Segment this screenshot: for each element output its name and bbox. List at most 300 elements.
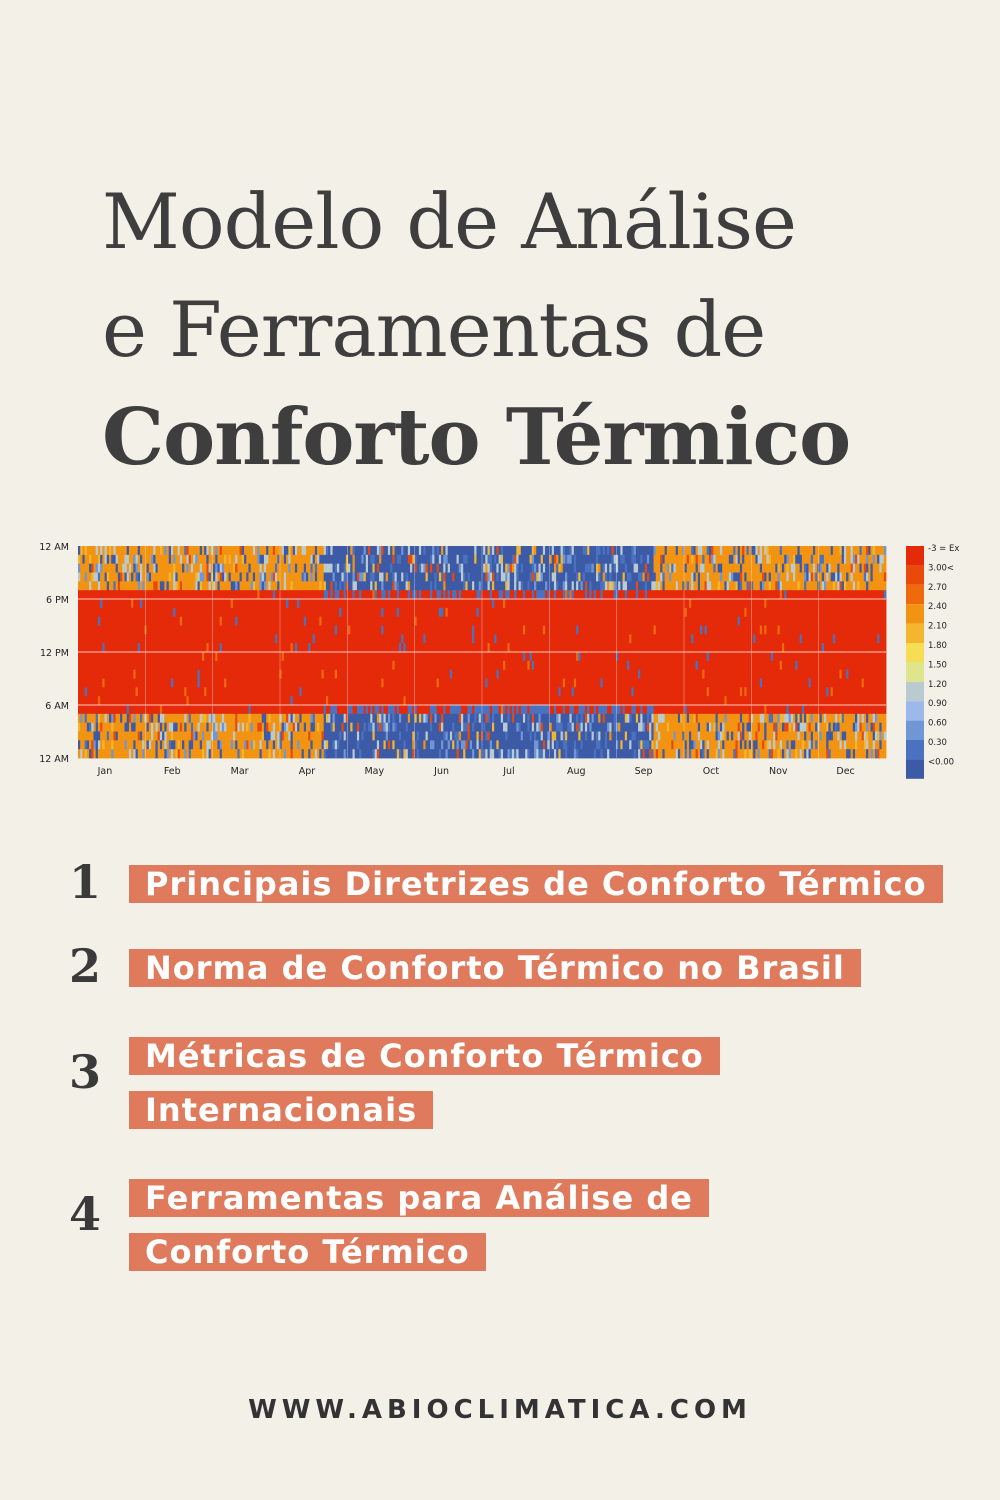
heatmap-cell [492,599,495,608]
heatmap-cell [151,740,154,749]
heatmap-cell [288,661,291,670]
heatmap-cell [271,705,274,714]
heatmap-cell [147,661,150,670]
heatmap-cell [235,652,238,661]
heatmap-cell [439,643,442,652]
heatmap-cell [253,740,256,749]
heatmap-cell [492,573,495,582]
heatmap-cell [330,679,333,688]
heatmap-cell [308,732,311,741]
heatmap-cell [379,599,382,608]
heatmap-cell [474,670,477,679]
heatmap-cell [372,564,375,573]
heatmap-cell [439,617,442,626]
heatmap-cell [211,581,214,590]
heatmap-cell [87,608,90,617]
heatmap-cell [288,555,291,564]
heatmap-cell [133,643,136,652]
heatmap-cell [313,546,316,555]
heatmap-cell [488,581,491,590]
heatmap-cell [445,617,448,626]
heatmap-cell [122,643,125,652]
heatmap-cell [175,687,178,696]
heatmap-cell [326,581,329,590]
heatmap-cell [463,608,466,617]
heatmap-cell [445,714,448,723]
heatmap-cell [206,723,209,732]
heatmap-cell [397,740,400,749]
heatmap-cell [87,555,90,564]
heatmap-cell [158,687,161,696]
heatmap-cell [319,634,322,643]
heatmap-cell [98,546,101,555]
heatmap-cell [271,670,274,679]
heatmap-cell [372,590,375,599]
heatmap-cell [224,599,227,608]
heatmap-cell [379,749,382,758]
heatmap-cell [337,617,340,626]
heatmap-cell [499,705,502,714]
heatmap-cell [350,732,353,741]
heatmap-cell [164,696,167,705]
title-line-1: Modelo de Análise [102,168,982,276]
heatmap-cell [133,670,136,679]
heatmap-cell [439,749,442,758]
heatmap-cell [326,679,329,688]
heatmap-cell [516,696,519,705]
heatmap-cell [403,740,406,749]
heatmap-cell [470,643,473,652]
heatmap-cell [499,599,502,608]
heatmap-cell [127,687,130,696]
heatmap-cell [470,590,473,599]
heatmap-cell [164,626,167,635]
heatmap-cell [499,634,502,643]
heatmap-cell [445,590,448,599]
heatmap-cell [523,626,526,635]
heatmap-cell [463,643,466,652]
heatmap-cell [295,546,298,555]
heatmap-cell [91,599,94,608]
heatmap-cell [492,670,495,679]
heatmap-cell [193,670,196,679]
heatmap-cell [390,546,393,555]
heatmap-cell [122,687,125,696]
heatmap-cell [432,705,435,714]
heatmap-cell [499,679,502,688]
heatmap-cell [319,599,322,608]
heatmap-cell [474,590,477,599]
heatmap-cell [151,652,154,661]
heatmap-cell [432,590,435,599]
heatmap-cell [403,573,406,582]
heatmap-cell [313,573,316,582]
heatmap-cell [189,590,192,599]
heatmap-cell [217,740,220,749]
heatmap-cell [229,643,232,652]
heatmap-cell [474,714,477,723]
heatmap-cell [271,652,274,661]
heatmap-cell [229,608,232,617]
heatmap-cell [386,687,389,696]
heatmap-cell [516,661,519,670]
heatmap-cell [379,705,382,714]
heatmap-cell [295,723,298,732]
heatmap-cell [344,696,347,705]
heatmap-cell [189,599,192,608]
heatmap-cell [428,573,431,582]
heatmap-cell [277,590,280,599]
heatmap-cell [368,732,371,741]
heatmap-cell [271,696,274,705]
heatmap-cell [505,679,508,688]
heatmap-cell [463,661,466,670]
heatmap-cell [428,608,431,617]
heatmap-cell [432,643,435,652]
heatmap-cell [463,732,466,741]
heatmap-cell [189,581,192,590]
heatmap-cell [379,696,382,705]
heatmap-cell [189,573,192,582]
heatmap-cell [512,617,515,626]
heatmap-cell [403,670,406,679]
heatmap-cell [313,590,316,599]
heatmap-cell [319,626,322,635]
heatmap-cell [330,643,333,652]
heatmap-cell [428,687,431,696]
heatmap-cell [463,555,466,564]
heatmap-cell [344,590,347,599]
heatmap-cell [505,599,508,608]
heatmap-cell [439,564,442,573]
heatmap-cell [530,573,533,582]
heatmap-cell [470,555,473,564]
heatmap-cell [390,749,393,758]
heatmap-cell [530,617,533,626]
heatmap-cell [151,679,154,688]
heatmap-cell [266,749,269,758]
heatmap-cell [229,555,232,564]
title-line-3: Conforto Térmico [102,384,982,492]
heatmap-cell [260,643,263,652]
heatmap-cell [516,546,519,555]
heatmap-cell [169,617,172,626]
heatmap-cell [98,634,101,643]
heatmap-cell [450,564,453,573]
heatmap-cell [91,705,94,714]
heatmap-cell [164,634,167,643]
heatmap-cell [445,626,448,635]
heatmap-cell [463,634,466,643]
heatmap-cell [193,687,196,696]
heatmap-cell [512,705,515,714]
heatmap-cell [266,740,269,749]
heatmap-cell [235,573,238,582]
heatmap-cell [116,608,119,617]
heatmap-cell [421,652,424,661]
heatmap-cell [457,626,460,635]
heatmap-cell [189,732,192,741]
heatmap-cell [98,643,101,652]
heatmap-cell [372,573,375,582]
heatmap-cell [474,617,477,626]
heatmap-cell [109,555,112,564]
heatmap-cell [530,696,533,705]
heatmap-cell [474,573,477,582]
heatmap-cell [302,714,305,723]
heatmap-cell [242,749,245,758]
heatmap-cell [530,546,533,555]
heatmap-cell [450,740,453,749]
heatmap-cell [432,740,435,749]
heatmap-cell [350,634,353,643]
heatmap-cell [372,723,375,732]
heatmap-cell [189,740,192,749]
heatmap-cell [158,599,161,608]
heatmap-cell [80,749,83,758]
heatmap-cell [211,705,214,714]
heatmap-cell [80,617,83,626]
heatmap-cell [488,608,491,617]
heatmap-cell [428,714,431,723]
heatmap-cell [211,564,214,573]
heatmap-cell [277,723,280,732]
heatmap-cell [266,626,269,635]
heatmap-cell [271,740,274,749]
heatmap-cell [326,723,329,732]
heatmap-cell [169,696,172,705]
heatmap-cell [512,749,515,758]
heatmap-cell [450,634,453,643]
heatmap-cell [492,590,495,599]
heatmap-cell [284,581,287,590]
heatmap-cell [193,643,196,652]
heatmap-cell [169,599,172,608]
heatmap-cell [313,608,316,617]
heatmap-cell [450,723,453,732]
heatmap-cell [175,723,178,732]
heatmap-cell [313,634,316,643]
heatmap-cell [116,714,119,723]
heatmap-cell [361,670,364,679]
heatmap-cell [98,679,101,688]
heatmap-cell [295,687,298,696]
heatmap-cell [105,740,108,749]
heatmap-cell [523,696,526,705]
heatmap-cell [158,714,161,723]
heatmap-cell [428,590,431,599]
heatmap-cell [523,714,526,723]
heatmap-cell [474,555,477,564]
heatmap-cell [439,740,442,749]
heatmap-cell [211,740,214,749]
heatmap-cell [193,573,196,582]
heatmap-cell [330,687,333,696]
heatmap-cell [140,661,143,670]
heatmap-cell [499,590,502,599]
heatmap-cell [260,687,263,696]
heatmap-cell [350,590,353,599]
heatmap-cell [390,723,393,732]
heatmap-cell [253,626,256,635]
heatmap-cell [505,634,508,643]
heatmap-cell [116,634,119,643]
heatmap-cell [206,590,209,599]
heatmap-cell [386,643,389,652]
heatmap-cell [242,723,245,732]
heatmap-cell [512,581,515,590]
heatmap-cell [379,617,382,626]
heatmap-cell [470,732,473,741]
heatmap-cell [284,687,287,696]
heatmap-cell [344,732,347,741]
heatmap-cell [175,652,178,661]
heatmap-cell [242,679,245,688]
heatmap-cell [206,714,209,723]
heatmap-cell [361,617,364,626]
heatmap-cell [368,634,371,643]
heatmap-cell [140,749,143,758]
heatmap-cell [450,670,453,679]
heatmap-cell [206,626,209,635]
heatmap-cell [260,634,263,643]
heatmap-cell [235,564,238,573]
heatmap-cell [260,599,263,608]
heatmap-cell [386,679,389,688]
heatmap-cell [361,749,364,758]
heatmap-cell [350,696,353,705]
heatmap-cell [200,590,203,599]
heatmap-cell [463,581,466,590]
heatmap-cell [326,696,329,705]
heatmap-cell [116,670,119,679]
heatmap-cell [344,626,347,635]
heatmap-cell [421,626,424,635]
heatmap-cell [127,626,130,635]
heatmap-cell [122,634,125,643]
heatmap-cell [410,705,413,714]
heatmap-cell [361,634,364,643]
heatmap-cell [288,581,291,590]
heatmap-cell [386,714,389,723]
heatmap-cell [229,599,232,608]
heatmap-cell [397,590,400,599]
heatmap-cell [253,652,256,661]
heatmap-cell [105,652,108,661]
heatmap-cell [390,714,393,723]
heatmap-cell [277,626,280,635]
heatmap-cell [499,661,502,670]
heatmap-cell [330,696,333,705]
heatmap-cell [386,617,389,626]
heatmap-cell [224,670,227,679]
heatmap-cell [288,723,291,732]
heatmap-cell [158,679,161,688]
heatmap-cell [200,723,203,732]
heatmap-cell [253,696,256,705]
heatmap-cell [379,732,382,741]
heatmap-cell [302,670,305,679]
heatmap-cell [224,661,227,670]
heatmap-cell [457,714,460,723]
heatmap-cell [463,590,466,599]
heatmap-cell [248,714,251,723]
heatmap-cell [253,555,256,564]
heatmap-cell [386,652,389,661]
heatmap-cell [288,696,291,705]
heatmap-cell [492,749,495,758]
heatmap-cell [133,740,136,749]
heatmap-cell [505,714,508,723]
heatmap-cell [313,643,316,652]
heatmap-cell [98,652,101,661]
heatmap-cell [200,599,203,608]
heatmap-cell [505,696,508,705]
heatmap-cell [295,626,298,635]
heatmap-cell [242,634,245,643]
heatmap-cell [330,732,333,741]
heatmap-cell [350,581,353,590]
heatmap-cell [175,617,178,626]
heatmap-cell [432,652,435,661]
heatmap-cell [175,599,178,608]
heatmap-cell [175,626,178,635]
heatmap-cell [193,723,196,732]
heatmap-cell [169,661,172,670]
heatmap-cell [122,732,125,741]
heatmap-cell [355,581,358,590]
heatmap-cell [295,617,298,626]
heatmap-cell [457,705,460,714]
heatmap-cell [229,732,232,741]
heatmap-cell [428,723,431,732]
heatmap-cell [242,687,245,696]
heatmap-cell [330,714,333,723]
heatmap-cell [386,634,389,643]
heatmap-cell [445,749,448,758]
heatmap-cell [410,732,413,741]
heatmap-cell [105,705,108,714]
heatmap-cell [253,714,256,723]
heatmap-cell [200,564,203,573]
heatmap-cell [313,652,316,661]
heatmap-cell [182,617,185,626]
heatmap-cell [288,634,291,643]
heatmap-cell [175,546,178,555]
heatmap-cell [98,555,101,564]
heatmap-cell [397,714,400,723]
heatmap-cell [530,626,533,635]
heatmap-cell [87,634,90,643]
heatmap-cell [158,608,161,617]
heatmap-cell [105,634,108,643]
heatmap-cell [457,608,460,617]
heatmap-cell [488,661,491,670]
heatmap-cell [189,652,192,661]
heatmap-cell [127,670,130,679]
heatmap-cell [361,555,364,564]
title-line-2: e Ferramentas de [102,276,982,384]
heatmap-cell [260,732,263,741]
heatmap-cell [355,714,358,723]
heatmap-cell [319,581,322,590]
heatmap-cell [105,679,108,688]
heatmap-cell [344,714,347,723]
heatmap-cell [105,661,108,670]
heatmap-cell [193,732,196,741]
heatmap-cell [217,661,220,670]
heatmap-cell [330,555,333,564]
